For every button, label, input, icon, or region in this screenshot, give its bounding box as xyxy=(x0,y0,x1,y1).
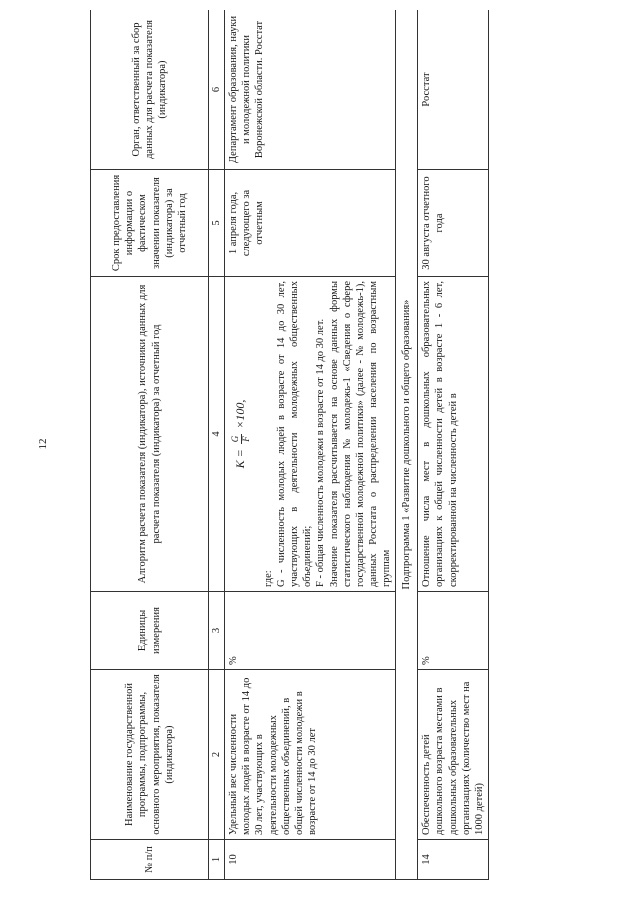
algorithm-cell: Отношение числа мест в дошкольных образовательных организациях к общей численности детей в возрасте 1 - 6 лет, скорректированной на численность детей в xyxy=(418,277,489,592)
column-number: 1 xyxy=(209,840,225,880)
column-number: 6 xyxy=(209,10,225,170)
deadline: 30 августа отчетного года xyxy=(418,170,489,277)
unit: % xyxy=(418,592,489,670)
responsible-body: Росстат xyxy=(418,10,489,170)
column-number: 5 xyxy=(209,170,225,277)
indicator-table xyxy=(90,10,489,880)
header-num: № п/п xyxy=(91,840,209,880)
page-number: 12 xyxy=(37,438,49,450)
data-source: Значение показателя рассчитывается на основе данных формы статистического наблюдения № молодежь-1 «Сведения о сфере государственной молодежной политики» (далее - № молодежь-1), данных Росстата о распределении населения по возрастным группам xyxy=(328,281,393,587)
header-responsible: Орган, ответственный за сбор данных для расчета показателя (индикатора) xyxy=(91,10,209,170)
subprogram-row xyxy=(396,10,418,880)
header-name: Наименование государственной программы, подпрограммы, основного мероприятия, показателя (индикатора) xyxy=(91,670,209,840)
column-number: 3 xyxy=(209,592,225,670)
table-row xyxy=(418,10,489,880)
formula-numerator: G xyxy=(230,435,241,443)
row-num: 14 xyxy=(418,840,489,880)
where-label: где: xyxy=(262,570,274,587)
formula-denominator: F xyxy=(241,436,252,442)
unit: % xyxy=(225,592,396,670)
header-deadline: Срок предоставления информации о фактическом значении показателя (индикатора) за отчетный год xyxy=(91,170,209,277)
deadline: 1 апреля года, следующего за отчетным xyxy=(225,170,396,277)
row-num: 10 xyxy=(225,840,396,880)
formula-lhs: K = xyxy=(233,449,248,469)
formula xyxy=(231,281,252,587)
responsible-body: Департамент образования, науки и молодежной политики Воронежской области. Росстат xyxy=(225,10,396,170)
landscape-table-container xyxy=(90,10,585,880)
column-number: 4 xyxy=(209,277,225,592)
table-row xyxy=(225,10,396,880)
formula-fraction xyxy=(231,434,252,445)
formula-tail: ×100, xyxy=(233,399,248,429)
f-definition: F - общая численность молодежи в возрасте от 14 до 30 лет. xyxy=(315,318,327,587)
column-number: 2 xyxy=(209,670,225,840)
g-definition: G - численность молодых людей в возрасте от 14 до 30 лет, участвующих в деятельности молодежных общественных объединений; xyxy=(276,281,314,587)
header-row xyxy=(91,10,209,880)
header-algorithm: Алгоритм расчета показателя (индикатора), источники данных для расчета показателя (индикатора) за отчетный год xyxy=(91,277,209,592)
column-number-row xyxy=(209,10,225,880)
algorithm-cell xyxy=(225,277,396,592)
header-unit: Единицы измерения xyxy=(91,592,209,670)
rotated-page-area xyxy=(90,10,585,880)
indicator-name: Обеспеченность детей дошкольного возраста местами в дошкольных образовательных организациях (количество мест на 1000 детей) xyxy=(418,670,489,840)
subprogram-title: Подпрограмма 1 «Развитие дошкольного и общего образования» xyxy=(396,10,418,880)
indicator-name: Удельный вес численности молодых людей в возрасте от 14 до 30 лет, участвующих в деятельности молодежных общественных объединений, в общей численности молодежи в возрасте от 14 до 30 лет xyxy=(225,670,396,840)
